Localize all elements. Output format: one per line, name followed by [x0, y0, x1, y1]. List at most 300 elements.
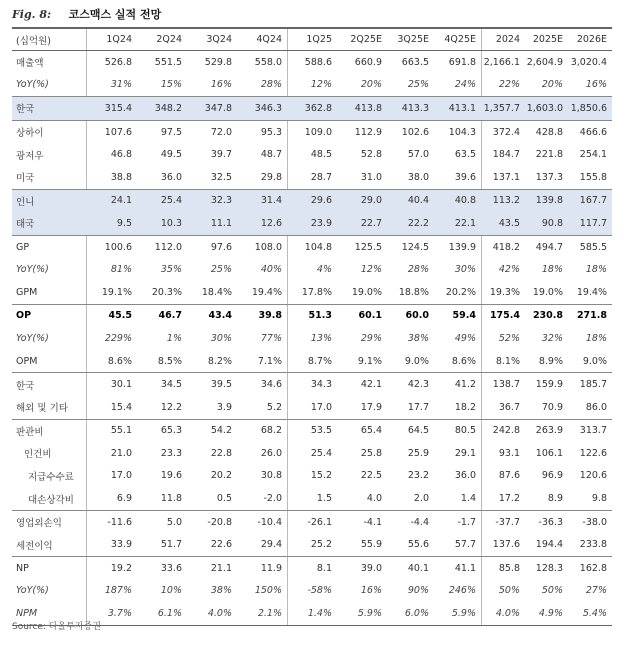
table-cell: 137.6 — [492, 539, 520, 551]
table-cell: 137.1 — [492, 171, 520, 183]
table-cell: 137.3 — [535, 171, 563, 183]
table-cell: 315.4 — [104, 102, 132, 114]
table-cell: 21.0 — [110, 447, 132, 459]
table-cell: 4.0% — [495, 608, 520, 620]
row-label: 한국 — [16, 104, 35, 116]
column-header: 3Q24 — [206, 34, 232, 45]
table-cell: 46.7 — [158, 310, 182, 322]
table-cell: 52% — [498, 332, 520, 344]
table-cell: 39.8 — [258, 310, 282, 322]
row-label: OPM — [16, 355, 38, 367]
row-label: 세전이익 — [16, 540, 53, 552]
table-cell: 347.8 — [204, 102, 232, 114]
table-cell: 128.3 — [535, 562, 563, 574]
table-cell: 5.2 — [266, 401, 282, 413]
table-cell: 8.6% — [451, 355, 476, 367]
table-cell: 4.0% — [207, 608, 232, 620]
table-cell: 15.4 — [110, 401, 132, 413]
table-cell: 588.6 — [304, 56, 332, 68]
table-cell: 22% — [498, 79, 520, 91]
row-label: 상하이 — [16, 128, 44, 140]
table-cell: 50% — [541, 585, 563, 597]
table-cell: -11.6 — [107, 516, 132, 528]
table-cell: 5.9% — [451, 608, 476, 620]
table-cell: 122.6 — [579, 447, 607, 459]
table-cell: 11.1 — [210, 217, 232, 229]
table-cell: 59.4 — [452, 310, 476, 322]
table-cell: 39.6 — [454, 171, 476, 183]
table-cell: 36.0 — [160, 171, 182, 183]
row-label: 인니 — [16, 196, 35, 208]
unit-label: (십억원) — [16, 35, 51, 47]
table-cell: 4.0 — [366, 493, 382, 505]
table-cell: 139.8 — [535, 195, 563, 207]
table-cell: 29% — [360, 332, 382, 344]
table-cell: 35% — [160, 264, 182, 276]
table-cell: 63.5 — [454, 149, 476, 161]
table-cell: 23.2 — [407, 470, 429, 482]
table-row — [12, 372, 612, 396]
table-cell: 95.3 — [260, 126, 282, 138]
table-cell: 93.1 — [498, 447, 520, 459]
table-cell: 18% — [585, 332, 607, 344]
table-cell: 17.9 — [360, 401, 382, 413]
table-cell: 40.1 — [407, 562, 429, 574]
table-cell: 221.8 — [535, 149, 563, 161]
table-cell: 22.1 — [454, 217, 476, 229]
table-row — [12, 350, 612, 373]
table-cell: 1.4 — [460, 493, 476, 505]
table-cell: 187% — [104, 585, 132, 597]
table-cell: 175.4 — [489, 310, 520, 322]
row-label: YoY(%) — [16, 264, 49, 276]
table-row — [12, 212, 612, 235]
table-cell: 19.0% — [532, 286, 563, 298]
table-cell: 150% — [254, 585, 282, 597]
table-cell: -10.4 — [257, 516, 282, 528]
table-cell: 33.9 — [110, 539, 132, 551]
table-cell: 8.7% — [307, 355, 332, 367]
table-cell: 18.8% — [398, 286, 429, 298]
table-cell: 254.1 — [579, 149, 607, 161]
table-cell: 22.7 — [360, 217, 382, 229]
table-cell: 691.8 — [448, 56, 476, 68]
table-cell: 11.8 — [160, 493, 182, 505]
table-cell: 1,603.0 — [526, 102, 563, 114]
table-row — [12, 96, 612, 120]
table-cell: 104.8 — [304, 241, 332, 253]
table-cell: 43.5 — [498, 217, 520, 229]
table-cell: 48.5 — [310, 149, 332, 161]
table-cell: 55.6 — [407, 539, 429, 551]
column-header: 2025E — [532, 34, 563, 45]
table-cell: 30.1 — [110, 379, 132, 391]
table-cell: 29.8 — [260, 171, 282, 183]
row-label: 대손상각비 — [28, 494, 74, 506]
table-cell: 271.8 — [576, 310, 607, 322]
table-cell: 159.9 — [535, 379, 563, 391]
table-cell: 20% — [541, 79, 563, 91]
table-cell: 19.0% — [351, 286, 382, 298]
table-cell: 138.7 — [492, 379, 520, 391]
column-header: 4Q24 — [256, 34, 282, 45]
table-cell: 22.8 — [210, 447, 232, 459]
row-label: 지급수수료 — [28, 471, 74, 483]
table-cell: 1,850.6 — [570, 102, 607, 114]
table-cell: 9.0% — [582, 355, 607, 367]
table-cell: 413.1 — [448, 102, 476, 114]
table-cell: 112.0 — [154, 241, 182, 253]
table-cell: 77% — [260, 332, 282, 344]
row-label: 태국 — [16, 219, 35, 231]
table-cell: 263.9 — [535, 425, 563, 437]
table-row — [12, 602, 612, 626]
table-cell: 4.9% — [538, 608, 563, 620]
table-cell: 2,166.1 — [483, 56, 520, 68]
table-cell: 28% — [407, 264, 429, 276]
table-row — [12, 396, 612, 419]
table-cell: 4% — [316, 264, 332, 276]
table-cell: 194.4 — [535, 539, 563, 551]
table-cell: 28% — [260, 79, 282, 91]
table-cell: 113.2 — [492, 195, 520, 207]
table-cell: 33.6 — [160, 562, 182, 574]
table-cell: 68.2 — [260, 425, 282, 437]
table-cell: 28.7 — [310, 171, 332, 183]
table-cell: 39.7 — [210, 149, 232, 161]
table-cell: -20.8 — [207, 516, 232, 528]
table-cell: 5.0 — [166, 516, 182, 528]
table-row — [12, 442, 612, 465]
table-row — [12, 487, 612, 510]
table-cell: 23.9 — [310, 217, 332, 229]
table-cell: 100.6 — [104, 241, 132, 253]
table-cell: 86.0 — [585, 401, 607, 413]
table-cell: 9.8 — [591, 493, 607, 505]
table-cell: 1,357.7 — [483, 102, 520, 114]
table-cell: 155.8 — [579, 171, 607, 183]
row-label: NP — [16, 562, 29, 574]
table-cell: 108.0 — [254, 241, 282, 253]
table-cell: 19.3% — [489, 286, 520, 298]
table-cell: 40.4 — [407, 195, 429, 207]
table-cell: 20.2 — [210, 470, 232, 482]
table-cell: 25% — [407, 79, 429, 91]
table-row — [12, 51, 612, 74]
table-cell: 12% — [360, 264, 382, 276]
table-cell: 21.1 — [210, 562, 232, 574]
table-cell: 8.5% — [157, 355, 182, 367]
table-cell: 29.6 — [310, 195, 332, 207]
row-label: 판관비 — [16, 426, 44, 438]
row-label: YoY(%) — [16, 332, 49, 344]
table-header-row — [12, 27, 612, 51]
table-cell: 70.9 — [541, 401, 563, 413]
table-cell: 34.5 — [160, 379, 182, 391]
table-cell: 418.2 — [492, 241, 520, 253]
table-cell: 30.8 — [260, 470, 282, 482]
table-cell: 6.9 — [116, 493, 132, 505]
table-cell: 117.7 — [579, 217, 607, 229]
table-cell: 16% — [210, 79, 232, 91]
table-cell: 53.5 — [310, 425, 332, 437]
table-cell: 19.4% — [576, 286, 607, 298]
table-cell: 8.6% — [107, 355, 132, 367]
table-cell: 25.9 — [407, 447, 429, 459]
table-cell: 25.8 — [360, 447, 382, 459]
table-cell: 3.7% — [107, 608, 132, 620]
table-cell: 19.2 — [110, 562, 132, 574]
table-cell: 413.3 — [401, 102, 429, 114]
table-cell: 15.2 — [310, 470, 332, 482]
table-cell: 60.0 — [405, 310, 429, 322]
table-cell: 32% — [541, 332, 563, 344]
table-cell: 38% — [210, 585, 232, 597]
table-row — [12, 580, 612, 603]
table-cell: 104.3 — [448, 126, 476, 138]
table-row — [12, 533, 612, 556]
table-cell: 9.1% — [357, 355, 382, 367]
table-cell: 663.5 — [401, 56, 429, 68]
table-cell: 85.8 — [498, 562, 520, 574]
table-cell: 0.5 — [216, 493, 232, 505]
table-cell: 551.5 — [154, 56, 182, 68]
table-row — [12, 74, 612, 97]
table-body — [12, 51, 612, 626]
column-header: 1Q25 — [306, 34, 332, 45]
table-cell: 19.1% — [101, 286, 132, 298]
table-row — [12, 556, 612, 580]
column-header: 4Q25E — [444, 34, 476, 45]
row-label: YoY(%) — [16, 79, 49, 91]
table-cell: 39.5 — [210, 379, 232, 391]
table-cell: 20.2% — [445, 286, 476, 298]
table-cell: 64.5 — [407, 425, 429, 437]
table-cell: 6.1% — [157, 608, 182, 620]
table-cell: 17.0 — [310, 401, 332, 413]
table-cell: 22.2 — [407, 217, 429, 229]
row-label: YoY(%) — [16, 585, 49, 597]
row-label: 미국 — [16, 173, 35, 185]
table-cell: 229% — [104, 332, 132, 344]
table-cell: 97.6 — [210, 241, 232, 253]
table-cell: 34.3 — [310, 379, 332, 391]
table-cell: 45.5 — [108, 310, 132, 322]
row-label: GP — [16, 241, 30, 253]
row-label: NPM — [16, 608, 38, 620]
table-row — [12, 120, 612, 144]
table-cell: 17.0 — [110, 470, 132, 482]
table-cell: 31.0 — [360, 171, 382, 183]
table-cell: 8.2% — [207, 355, 232, 367]
table-cell: 109.0 — [304, 126, 332, 138]
row-label: 인건비 — [24, 449, 52, 461]
table-cell: 34.6 — [260, 379, 282, 391]
table-cell: 10% — [160, 585, 182, 597]
table-cell: 31% — [110, 79, 132, 91]
table-cell: 90.8 — [541, 217, 563, 229]
column-header: 1Q24 — [106, 34, 132, 45]
row-label: 영업외손익 — [16, 518, 62, 530]
table-cell: 2,604.9 — [526, 56, 563, 68]
table-cell: 5.9% — [357, 608, 382, 620]
table-cell: 184.7 — [492, 149, 520, 161]
table-cell: 96.9 — [541, 470, 563, 482]
table-cell: 81% — [110, 264, 132, 276]
table-cell: 112.9 — [354, 126, 382, 138]
table-cell: 6.0% — [404, 608, 429, 620]
table-cell: 139.9 — [448, 241, 476, 253]
table-cell: 25.4 — [160, 195, 182, 207]
column-header: 3Q25E — [397, 34, 429, 45]
table-cell: 20.3% — [151, 286, 182, 298]
table-cell: 29.0 — [360, 195, 382, 207]
table-cell: 362.8 — [304, 102, 332, 114]
table-cell: 40.8 — [454, 195, 476, 207]
table-cell: 60.1 — [358, 310, 382, 322]
column-header: 2Q24 — [156, 34, 182, 45]
table-cell: -38.0 — [582, 516, 607, 528]
table-cell: 51.7 — [160, 539, 182, 551]
table-cell: 120.6 — [579, 470, 607, 482]
row-label: OP — [16, 310, 32, 322]
table-cell: 107.6 — [104, 126, 132, 138]
table-cell: 36.7 — [498, 401, 520, 413]
table-cell: 1.5 — [316, 493, 332, 505]
table-cell: 30% — [454, 264, 476, 276]
table-cell: 32.5 — [210, 171, 232, 183]
table-cell: 233.8 — [579, 539, 607, 551]
table-cell: 22.5 — [360, 470, 382, 482]
table-cell: 9.0% — [404, 355, 429, 367]
table-cell: 3,020.4 — [570, 56, 607, 68]
table-cell: 7.1% — [257, 355, 282, 367]
table-cell: 585.5 — [579, 241, 607, 253]
table-cell: 16% — [360, 585, 382, 597]
table-cell: 8.9% — [538, 355, 563, 367]
table-cell: 19.6 — [160, 470, 182, 482]
table-cell: 57.7 — [454, 539, 476, 551]
table-cell: 15% — [160, 79, 182, 91]
table-cell: 49% — [454, 332, 476, 344]
table-row — [12, 143, 612, 166]
table-cell: 8.1% — [495, 355, 520, 367]
table-cell: 167.7 — [579, 195, 607, 207]
table-cell: 42.3 — [407, 379, 429, 391]
table-cell: 87.6 — [498, 470, 520, 482]
table-cell: 18% — [585, 264, 607, 276]
table-row — [12, 258, 612, 281]
table-cell: 17.2 — [498, 493, 520, 505]
table-cell: 80.5 — [454, 425, 476, 437]
row-label: 한국 — [16, 380, 35, 392]
table-cell: 49.5 — [160, 149, 182, 161]
figure-title: 코스맥스 실적 전망 — [68, 8, 162, 21]
table-cell: -4.1 — [363, 516, 382, 528]
table-cell: 97.5 — [160, 126, 182, 138]
table-cell: 38% — [407, 332, 429, 344]
table-cell: 25.2 — [310, 539, 332, 551]
table-cell: 55.1 — [110, 425, 132, 437]
table-cell: 41.1 — [454, 562, 476, 574]
table-cell: 3.9 — [216, 401, 232, 413]
table-cell: 17.7 — [407, 401, 429, 413]
table-cell: 31.4 — [260, 195, 282, 207]
table-row — [12, 419, 612, 443]
column-header: 2024 — [495, 34, 520, 45]
table-cell: 42% — [498, 264, 520, 276]
table-row — [12, 510, 612, 534]
table-cell: -4.4 — [410, 516, 429, 528]
figure-header — [12, 6, 161, 22]
table-cell: 38.0 — [407, 171, 429, 183]
table-row — [12, 166, 612, 189]
table-cell: 8.1 — [316, 562, 332, 574]
table-cell: 52.8 — [360, 149, 382, 161]
table-cell: 50% — [498, 585, 520, 597]
table-cell: 18% — [541, 264, 563, 276]
table-cell: -2.0 — [263, 493, 282, 505]
table-cell: -26.1 — [307, 516, 332, 528]
row-label: 매출액 — [16, 58, 44, 70]
table-cell: 12.6 — [260, 217, 282, 229]
table-cell: 18.4% — [201, 286, 232, 298]
table-cell: 1% — [166, 332, 182, 344]
table-cell: 29.4 — [260, 539, 282, 551]
table-cell: 65.4 — [360, 425, 382, 437]
table-cell: 20% — [360, 79, 382, 91]
table-cell: 41.2 — [454, 379, 476, 391]
earnings-forecast-table — [12, 27, 612, 626]
table-cell: 466.6 — [579, 126, 607, 138]
table-cell: 65.3 — [160, 425, 182, 437]
table-cell: 23.3 — [160, 447, 182, 459]
table-cell: 90% — [407, 585, 429, 597]
table-row — [12, 465, 612, 488]
table-cell: 313.7 — [579, 425, 607, 437]
table-cell: 46.8 — [110, 149, 132, 161]
table-cell: 413.8 — [354, 102, 382, 114]
table-cell: 348.2 — [154, 102, 182, 114]
table-cell: 494.7 — [535, 241, 563, 253]
table-cell: 372.4 — [492, 126, 520, 138]
table-cell: 106.1 — [535, 447, 563, 459]
table-row — [12, 189, 612, 213]
table-row — [12, 304, 612, 328]
table-row — [12, 327, 612, 350]
table-cell: 40% — [260, 264, 282, 276]
row-label: GPM — [16, 286, 38, 298]
source-note: Source: 다올투자증권 — [12, 622, 101, 632]
table-cell: 32.3 — [210, 195, 232, 207]
table-cell: 22.6 — [210, 539, 232, 551]
table-cell: 29.1 — [454, 447, 476, 459]
table-cell: 30% — [210, 332, 232, 344]
table-cell: 24.1 — [110, 195, 132, 207]
table-cell: 246% — [448, 585, 476, 597]
table-cell: 17.8% — [301, 286, 332, 298]
table-cell: 660.9 — [354, 56, 382, 68]
table-cell: 9.5 — [116, 217, 132, 229]
table-cell: 42.1 — [360, 379, 382, 391]
table-cell: 125.5 — [354, 241, 382, 253]
table-cell: 2.1% — [257, 608, 282, 620]
table-cell: 36.0 — [454, 470, 476, 482]
table-cell: 428.8 — [535, 126, 563, 138]
figure-label: Fig. 8: — [12, 8, 52, 21]
table-cell: 230.8 — [532, 310, 563, 322]
table-cell: 72.0 — [210, 126, 232, 138]
